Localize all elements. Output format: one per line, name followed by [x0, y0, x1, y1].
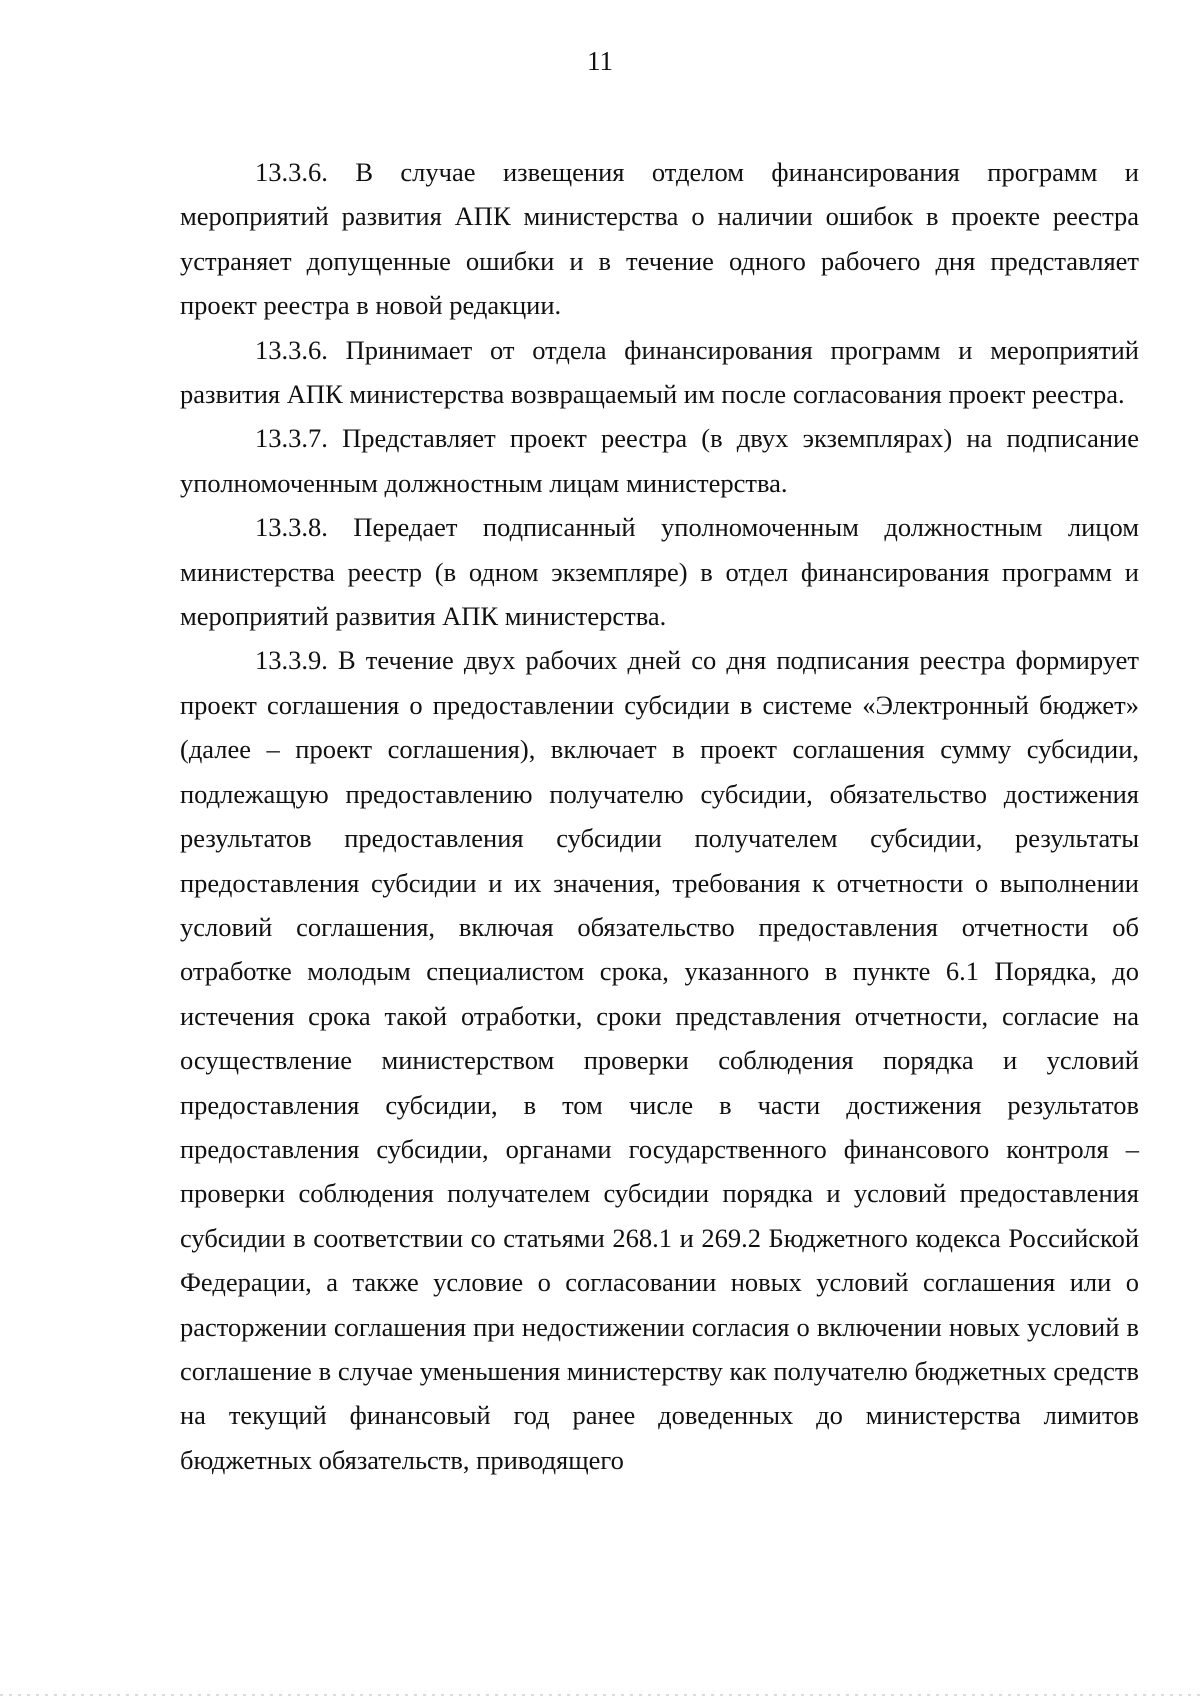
paragraph-13-3-7: 13.3.7. Представляет проект реестра (в двух экземплярах) на подписание уполномоченным должностным лицам министерства. — [180, 423, 1139, 498]
paragraph-13-3-6a: 13.3.6. В случае извещения отделом финансирования программ и мероприятий развития АПК министерства о наличии ошибок в проекте реестра устраняет допущенные ошибки и в течение одного рабочего дня представляет проект реестра в новой редакции. — [180, 157, 1139, 321]
paragraph-13-3-6b: 13.3.6. Принимает от отдела финансирования программ и мероприятий развития АПК министерства возвращаемый им после согласования проект реестра. — [180, 334, 1139, 410]
page-number: 11 — [587, 46, 613, 76]
scan-edge-artifact — [0, 1694, 1200, 1696]
paragraph-13-3-9: 13.3.9. В течение двух рабочих дней со дня подписания реестра формирует проект соглашения о предоставлении субсидии в системе «Электронный бюджет» (далее – проект соглашения), включает в проект соглашения сумму субсидии, подлежащую предоставлению получателю субсидии, обязательство достижения результатов предоставления субсидии получателем субсидии, результаты предоставления субсидии и их значения, требования к отчетности о выполнении условий соглашения, включая обязательство предоставления отчетности об отработке молодым специалистом срока, указанного в пункте 6.1 Порядка, до истечения срока такой отработки, сроки представления отчетности, согласие на осуществление министерством проверки соблюдения порядка и условий предоставления субсидии, в том числе в части достижения результатов предоставления субсидии, органами государственного финансового контроля – проверки соблюдения получателем субсидии порядка и условий предоставления субсидии в соответствии со статьями 268.1 и 269.2 Бюджетного кодекса Российской Федерации, а также условие о согласовании новых условий соглашения или о расторжении соглашения при недостижении согласия о включении новых условий в соглашение в случае уменьшения министерству как получателю бюджетных средств на текущий финансовый год ранее доведенных до министерства лимитов бюджетных обязательств, приводящего — [180, 645, 1139, 1475]
paragraph-13-3-8: 13.3.8. Передает подписанный уполномоченным должностным лицом министерства реестр (в одном экземпляре) в отдел финансирования программ и мероприятий развития АПК министерства. — [180, 512, 1139, 632]
document-body — [180, 150, 1139, 1482]
